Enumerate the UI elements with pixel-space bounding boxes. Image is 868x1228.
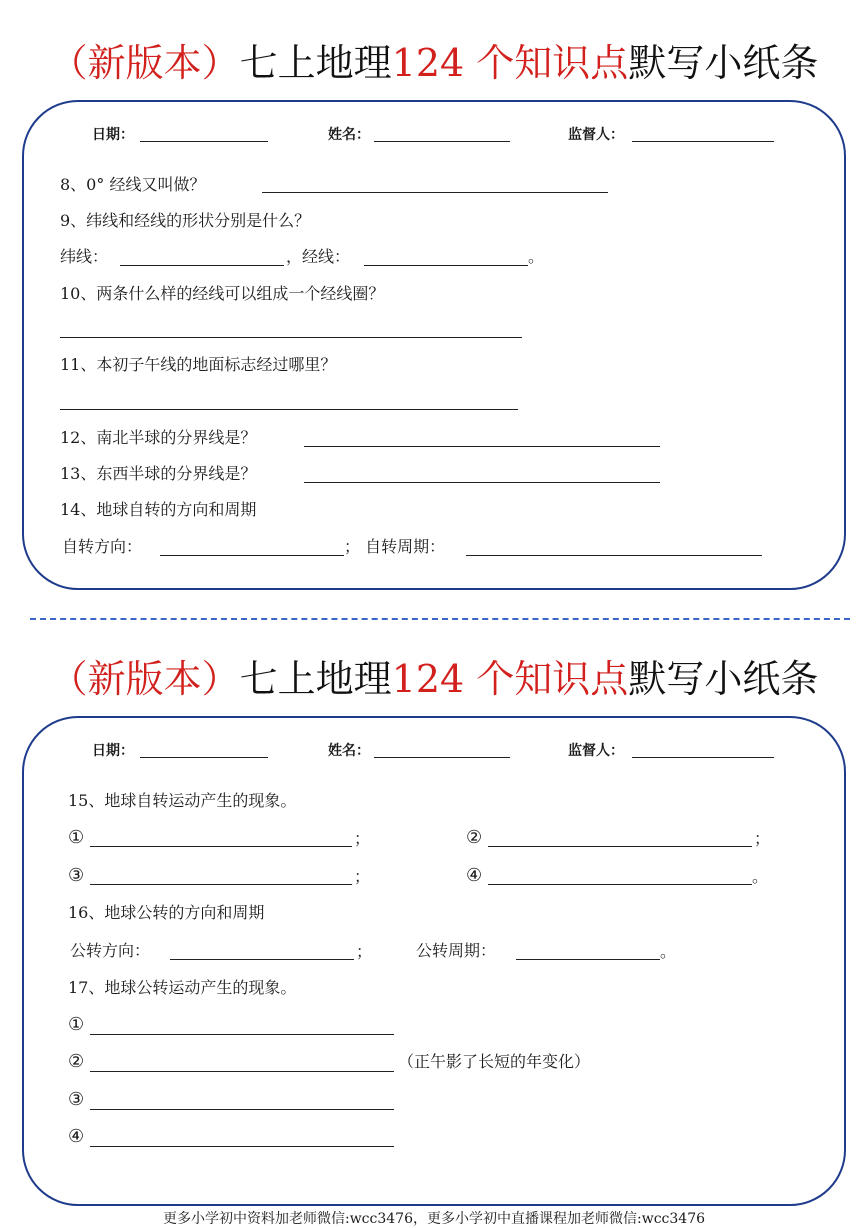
date-label: 日期： <box>92 127 134 143</box>
semicolon: ； <box>354 867 371 886</box>
page-title: （新版本）七上地理124 个知识点默写小纸条 <box>49 41 819 85</box>
marker-2: ② <box>68 1051 85 1072</box>
sentence-end: 。 <box>528 247 545 266</box>
marker-2: ② <box>466 827 483 848</box>
date-label: 日期： <box>92 743 134 759</box>
sentence-end: 。 <box>660 942 677 961</box>
rotation-direction-label: 自转方向： <box>62 537 143 556</box>
marker-1: ① <box>68 1014 85 1035</box>
rotation-direction-field[interactable] <box>160 555 344 556</box>
question-8: 8、0° 经线又叫做？ <box>60 175 206 194</box>
semicolon: ； <box>754 829 771 848</box>
question-15: 15、地球自转运动产生的现象。 <box>68 791 297 810</box>
cut-line <box>30 618 850 620</box>
worksheet-card-2 <box>22 716 846 1206</box>
revolution-direction-label: 公转方向： <box>70 941 151 960</box>
answer-17-2-field[interactable] <box>90 1071 394 1072</box>
revolution-period-label: 公转周期： <box>416 941 497 960</box>
revolution-direction-field[interactable] <box>170 959 354 960</box>
answer-10-field[interactable] <box>60 337 522 338</box>
answer-15-1-field[interactable] <box>90 846 352 847</box>
rotation-period-label: ； 自转周期： <box>344 537 446 556</box>
marker-3: ③ <box>68 1089 85 1110</box>
supervisor-field[interactable] <box>632 757 774 758</box>
question-13: 13、东西半球的分界线是？ <box>60 464 257 483</box>
page-title-2: （新版本）七上地理124 个知识点默写小纸条 <box>49 657 819 701</box>
answer-8-field[interactable] <box>262 192 608 193</box>
date-field[interactable] <box>140 141 268 142</box>
answer-13-field[interactable] <box>304 482 660 483</box>
sentence-end: 。 <box>752 867 769 886</box>
answer-17-4-field[interactable] <box>90 1146 394 1147</box>
answer-15-3-field[interactable] <box>90 884 352 885</box>
supervisor-label: 监督人： <box>568 743 624 759</box>
answer-12-field[interactable] <box>304 446 660 447</box>
question-11: 11、本初子午线的地面标志经过哪里？ <box>60 355 337 374</box>
answer-17-3-field[interactable] <box>90 1109 394 1110</box>
question-12: 12、南北半球的分界线是？ <box>60 428 257 447</box>
question-10: 10、两条什么样的经线可以组成一个经线圈？ <box>60 284 385 303</box>
answer-15-4-field[interactable] <box>488 884 752 885</box>
latitude-label: 纬线： <box>60 247 109 266</box>
marker-1: ① <box>68 827 85 848</box>
marker-4: ④ <box>68 1126 85 1147</box>
semicolon: ； <box>354 829 371 848</box>
supervisor-field[interactable] <box>632 141 774 142</box>
name-label: 姓名： <box>328 743 370 759</box>
revolution-period-field[interactable] <box>516 959 660 960</box>
answer-11-field[interactable] <box>60 409 518 410</box>
footer-note: 更多小学初中资料加老师微信:wcc3476，更多小学初中直播课程加老师微信:wcc3476 <box>162 1211 706 1227</box>
semicolon: ； <box>356 942 373 961</box>
rotation-period-field[interactable] <box>466 555 762 556</box>
marker-4: ④ <box>466 865 483 886</box>
name-label: 姓名： <box>328 127 370 143</box>
supervisor-label: 监督人： <box>568 127 624 143</box>
longitude-label: ，经线： <box>286 247 351 266</box>
name-field[interactable] <box>374 757 510 758</box>
date-field[interactable] <box>140 757 268 758</box>
hint-note: （正午影了长短的年变化） <box>398 1052 591 1071</box>
longitude-field[interactable] <box>364 265 528 266</box>
latitude-field[interactable] <box>120 265 284 266</box>
answer-15-2-field[interactable] <box>488 846 752 847</box>
marker-3: ③ <box>68 865 85 886</box>
question-9: 9、纬线和经线的形状分别是什么？ <box>60 211 311 230</box>
question-17: 17、地球公转运动产生的现象。 <box>68 978 297 997</box>
answer-17-1-field[interactable] <box>90 1034 394 1035</box>
question-14: 14、地球自转的方向和周期 <box>60 500 257 519</box>
question-16: 16、地球公转的方向和周期 <box>68 903 265 922</box>
name-field[interactable] <box>374 141 510 142</box>
